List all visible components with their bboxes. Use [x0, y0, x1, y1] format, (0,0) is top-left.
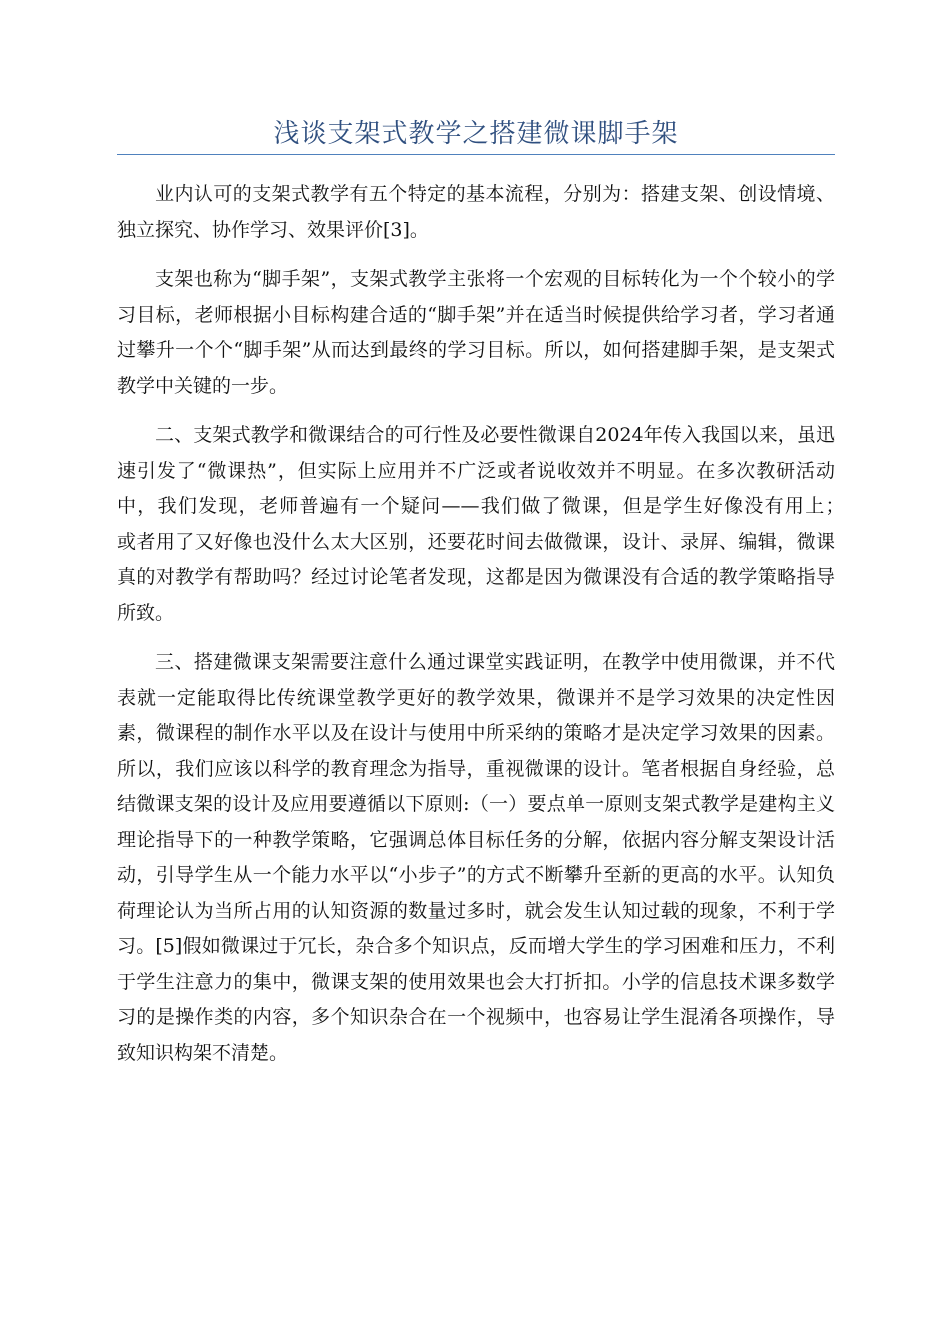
paragraph-1: 业内认可的支架式教学有五个特定的基本流程，分别为：搭建支架、创设情境、独立探究、协作学习、效果评价[3]。 — [117, 183, 835, 241]
paragraph-3: 二、支架式教学和微课结合的可行性及必要性微课自2024年传入我国以来，虽迅速引发了“微课热”，但实际上应用并不广泛或者说收效并不明显。在多次教研活动中，我们发现，老师普遍有一个疑问——我们做了微课，但是学生好像没有用上； 或者用了又好像也没什么太大区别，还要花时间去做微课，设计、录屏、编辑，微课真的对教学有帮助吗？经过讨论笔者发现，这都是因为微课没有合适的教学策略指导所致。 — [117, 424, 874, 624]
document-title: 浅谈支架式教学之搭建微课脚手架 — [273, 119, 679, 149]
paragraph-2: 支架也称为“脚手架”，支架式教学主张将一个宏观的目标转化为一个个较小的学习目标，老师根据小目标构建合适的“脚手架”并在适当时候提供给学习者，学习者通过攀升一个个“脚手架”从而达到最终的学习目标。所以，如何搭建脚手架，是支架式教学中关键的一步。 — [117, 268, 835, 397]
paragraph-4: 三、搭建微课支架需要注意什么通过课堂实践证明，在教学中使用微课，并不代表就一定能取得比传统课堂教学更好的教学效果，微课并不是学习效果的决定性因素，微课程的制作水平以及在设计与使用中所采纳的策略才是决定学习效果的因素。所以，我们应该以科学的教育理念为指导，重视微课的设计。笔者根据自身经验，总结微课支架的设计及应用要遵循以下原则:（一）要点单一原则支架式教学是建构主义理论指导下的一种教学策略，它强调总体目标任务的分解，依据内容分解支架设计活动，引导学生从一个能力水平以“小步子”的方式不断攀升至新的更高的水平。认知负荷理论认为当所占用的认知资源的数量过多时，就会发生认知过载的现象，不利于学习。[5]假如微课过于冗长，杂合多个知识点，反而增大学生的学习困难和压力，不利于学生注意力的集中，微课支架的使用效果也会大打折扣。小学的信息技术课多数学习的是操作类的内容，多个知识杂合在一个视频中，也容易让学生混淆各项操作，导致知识构架不清楚。 — [117, 651, 835, 1064]
title-underline — [117, 154, 835, 155]
document-body — [117, 177, 874, 1085]
